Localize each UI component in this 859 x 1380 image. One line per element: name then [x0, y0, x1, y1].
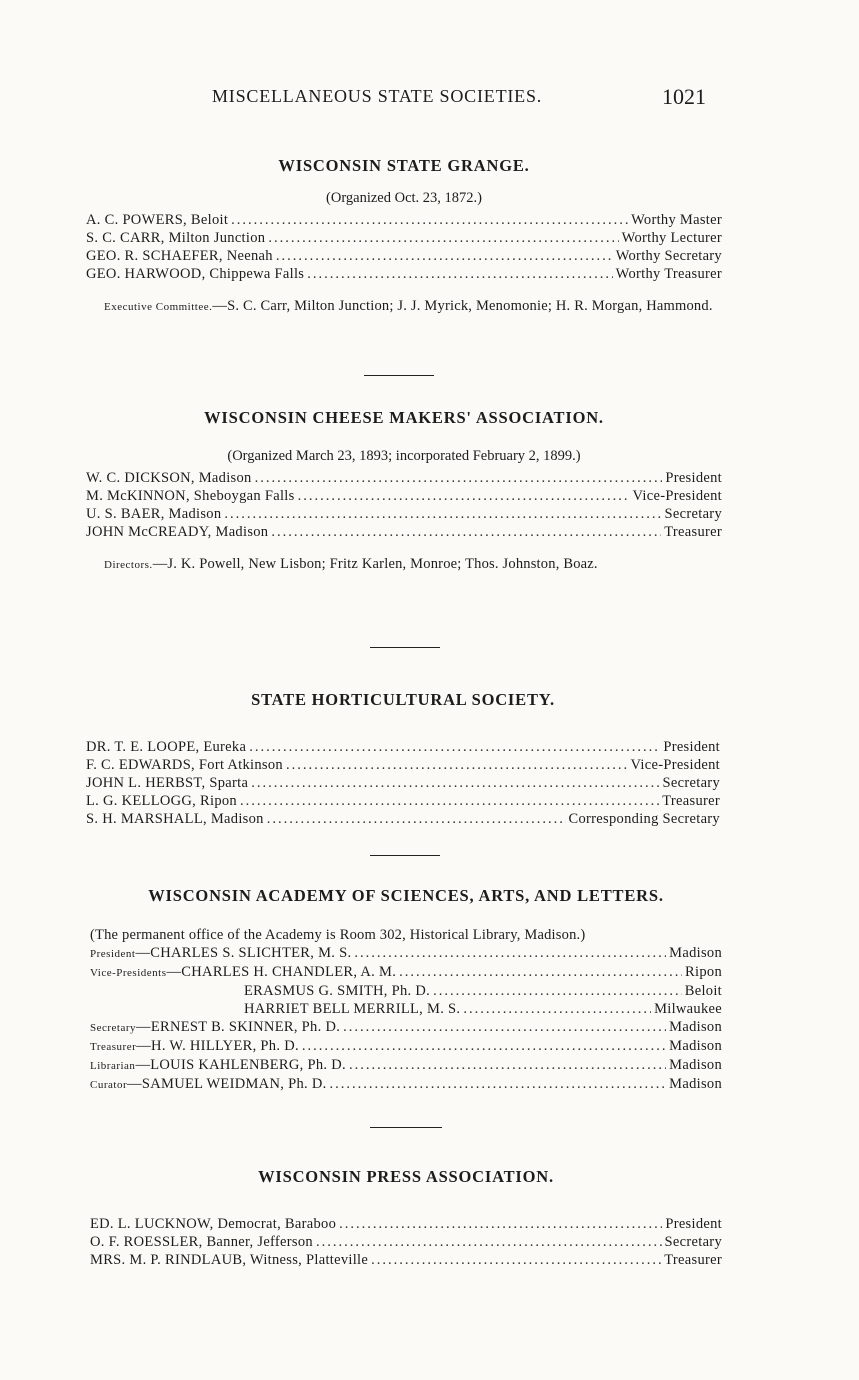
section-title: WISCONSIN PRESS ASSOCIATION.: [258, 1167, 554, 1186]
leader-dots: [231, 211, 628, 229]
officer-name: [90, 944, 351, 963]
leader-dots: [286, 756, 628, 774]
officer-name: S. H. MARSHALL, Madison: [86, 811, 264, 827]
officer-name: MRS. M. P. RINDLAUB, Witness, Platteville: [90, 1252, 369, 1268]
officer-role: Treasurer: [664, 524, 722, 540]
directors-text: —J. K. Powell, New Lisbon; Fritz Karlen, Monroe; Thos. Johnston, Boaz.: [152, 556, 598, 572]
officer-name: GEO. HARWOOD, Chippewa Falls: [86, 266, 305, 282]
officer-row: [86, 738, 720, 756]
officer-fullname: —H. W. HILLYER, Ph. D.: [136, 1038, 299, 1054]
officer-name: ED. L. LUCKNOW, Democrat, Baraboo: [90, 1216, 337, 1232]
section-title: WISCONSIN STATE GRANGE.: [278, 156, 530, 175]
section-press-association: [90, 1167, 722, 1269]
officer-row: [90, 982, 722, 1000]
officer-name: [90, 1056, 346, 1075]
running-head: MISCELLANEOUS STATE SOCIETIES.: [212, 86, 543, 106]
officer-fullname: —CHARLES S. SLICHTER, M. S.: [135, 945, 352, 961]
officer-name: L. G. KELLOGG, Ripon: [86, 793, 237, 809]
leader-dots: [255, 469, 663, 487]
section-title: WISCONSIN ACADEMY OF SCIENCES, ARTS, AND LETTERS.: [148, 886, 664, 905]
section-horticultural: [86, 690, 720, 828]
officer-row: [90, 1233, 722, 1251]
leader-dots: [251, 774, 659, 792]
officer-name: U. S. BAER, Madison: [86, 506, 222, 522]
officer-fullname: —CHARLES H. CHANDLER, A. M.: [166, 964, 397, 980]
leader-dots: [339, 1215, 662, 1233]
leader-dots: [343, 1018, 666, 1036]
officer-place: Madison: [669, 945, 722, 961]
officer-row: [90, 1056, 722, 1075]
officer-row: [86, 265, 722, 283]
officer-role: Treasurer: [662, 793, 720, 809]
organized-date: (Organized Oct. 23, 1872.): [326, 190, 482, 206]
page-number: 1021: [662, 84, 706, 109]
officer-row: [86, 487, 722, 505]
officer-role: President: [663, 739, 720, 755]
officer-name: M. McKINNON, Sheboygan Falls: [86, 488, 295, 504]
officer-place: Beloit: [684, 983, 722, 999]
leader-dots: [298, 487, 630, 505]
officer-place: Ripon: [685, 964, 722, 980]
officer-role: President: [665, 1216, 722, 1232]
office-label: Vice-Presidents: [90, 967, 167, 979]
leader-dots: [371, 1251, 661, 1269]
officer-fullname: —LOUIS KAHLENBERG, Ph. D.: [135, 1057, 346, 1073]
leader-dots: [349, 1056, 666, 1074]
leader-dots: [268, 229, 618, 247]
section-divider: [370, 647, 440, 648]
officer-name: JOHN L. HERBST, Sparta: [86, 775, 249, 791]
officer-name: S. C. CARR, Milton Junction: [86, 230, 266, 246]
leader-dots: [267, 810, 566, 828]
office-label: Secretary: [90, 1022, 137, 1034]
officer-role: Vice-President: [630, 757, 720, 773]
officer-name: W. C. DICKSON, Madison: [86, 470, 252, 486]
officer-row: [90, 944, 722, 963]
leader-dots: [354, 944, 666, 962]
officer-row: [86, 211, 722, 229]
officer-row: [90, 1018, 722, 1037]
officer-role: Worthy Treasurer: [615, 266, 722, 282]
officer-name: [90, 963, 396, 982]
officer-row: [86, 229, 722, 247]
leader-dots: [271, 523, 661, 541]
officer-row: [90, 1000, 722, 1018]
officer-row: [86, 247, 722, 265]
committee-text: —S. C. Carr, Milton Junction; J. J. Myrick, Menomonie; H. R. Morgan, Hammond.: [212, 298, 713, 314]
leader-dots: [302, 1037, 666, 1055]
academy-office-note: (The permanent office of the Academy is Room 302, Historical Library, Madison.): [90, 927, 586, 943]
officer-place: Madison: [669, 1057, 722, 1073]
section-divider: [364, 375, 434, 376]
officer-role: Secretary: [662, 775, 720, 791]
leader-dots: [249, 738, 660, 756]
leader-dots: [240, 792, 659, 810]
officer-fullname: —SAMUEL WEIDMAN, Ph. D.: [127, 1076, 327, 1092]
officer-role: Corresponding Secretary: [568, 811, 720, 827]
officer-row: [90, 963, 722, 982]
officer-place: Milwaukee: [654, 1001, 722, 1017]
officer-role: Worthy Lecturer: [621, 230, 722, 246]
officer-role: Worthy Master: [631, 212, 722, 228]
officer-name: F. C. EDWARDS, Fort Atkinson: [86, 757, 283, 773]
officer-role: Secretary: [664, 1234, 722, 1250]
officer-row: [86, 774, 720, 792]
officer-role: Secretary: [664, 506, 722, 522]
officer-name: [90, 1037, 299, 1056]
office-label: President: [90, 948, 136, 960]
officer-name: DR. T. E. LOOPE, Eureka: [86, 739, 247, 755]
section-divider: [370, 1127, 442, 1128]
officer-role: Vice-President: [632, 488, 722, 504]
leader-dots: [276, 247, 613, 265]
officer-row: [86, 792, 720, 810]
leader-dots: [330, 1075, 667, 1093]
officer-name: JOHN McCREADY, Madison: [86, 524, 269, 540]
officer-name: GEO. R. SCHAEFER, Neenah: [86, 248, 273, 264]
officer-place: Madison: [669, 1076, 722, 1092]
officer-name: ERASMUS G. SMITH, Ph. D.: [244, 983, 431, 999]
officer-role: Worthy Secretary: [615, 248, 722, 264]
officer-row: [86, 810, 720, 828]
officer-row: [90, 1251, 722, 1269]
leader-dots: [433, 982, 682, 1000]
officer-row: [86, 523, 722, 541]
leader-dots: [307, 265, 612, 283]
leader-dots: [224, 505, 661, 523]
section-title: STATE HORTICULTURAL SOCIETY.: [251, 690, 555, 709]
officer-row: [86, 505, 722, 523]
office-label: Librarian: [90, 1060, 136, 1072]
officer-row: [90, 1075, 722, 1094]
directors: [86, 555, 722, 575]
officer-name: HARRIET BELL MERRILL, M. S.: [244, 1001, 461, 1017]
officer-name: A. C. POWERS, Beloit: [86, 212, 229, 228]
officer-role: Treasurer: [664, 1252, 722, 1268]
officer-row: [90, 1037, 722, 1056]
section-academy: [90, 886, 722, 1094]
officer-place: Madison: [669, 1038, 722, 1054]
office-label: Curator: [90, 1079, 128, 1091]
leader-dots: [399, 963, 682, 981]
officer-name: [90, 1018, 340, 1037]
section-divider: [370, 855, 440, 856]
officer-name: [90, 1075, 327, 1094]
section-title: WISCONSIN CHEESE MAKERS' ASSOCIATION.: [204, 408, 604, 427]
organized-date: (Organized March 23, 1893; incorporated February 2, 1899.): [227, 448, 581, 464]
officer-fullname: —ERNEST B. SKINNER, Ph. D.: [136, 1019, 341, 1035]
committee-label: Executive Committee.: [104, 301, 213, 313]
officer-row: [86, 469, 722, 487]
officer-name: O. F. ROESSLER, Banner, Jefferson: [90, 1234, 313, 1250]
officer-role: President: [665, 470, 722, 486]
section-cheese-makers: [86, 408, 722, 575]
section-state-grange: [86, 156, 722, 317]
leader-dots: [463, 1000, 651, 1018]
officer-place: Madison: [669, 1019, 722, 1035]
leader-dots: [316, 1233, 662, 1251]
officer-row: [90, 1215, 722, 1233]
executive-committee: [86, 297, 722, 317]
officer-row: [86, 756, 720, 774]
office-label: Treasurer: [90, 1041, 137, 1053]
directors-label: Directors.: [104, 559, 153, 571]
